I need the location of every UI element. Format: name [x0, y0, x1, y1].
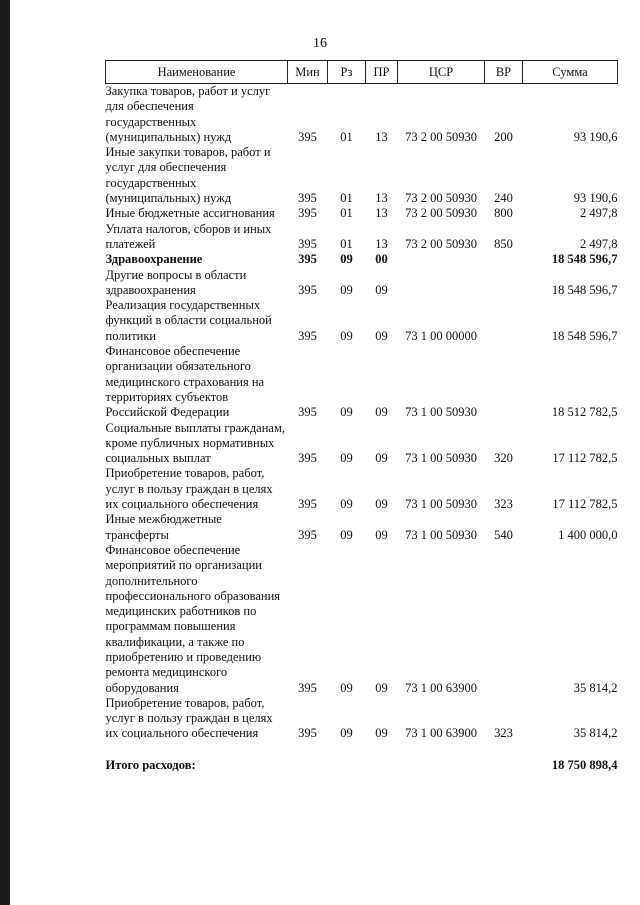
- cell-min: 395: [298, 451, 317, 466]
- cell-min: 395: [298, 527, 317, 542]
- cell-csr: 73 1 00 63900: [405, 680, 477, 695]
- cell-csr: 73 1 00 50930: [405, 527, 477, 542]
- cell-pr: 13: [375, 129, 388, 144]
- cell-min: 395: [298, 328, 317, 343]
- cell-name: Приобретение товаров, работ, услуг в пользу граждан в целях их социального обеспечения: [105, 695, 273, 741]
- cell-min: 395: [298, 236, 317, 251]
- header-min: Мин: [288, 61, 328, 84]
- cell-min: 395: [298, 405, 317, 420]
- table-row: [106, 145, 618, 206]
- cell-sum: 18 512 782,5: [551, 405, 618, 420]
- cell-rz: 09: [340, 680, 353, 695]
- cell-sum: 35 814,2: [573, 726, 618, 741]
- cell-sum: 1 400 000,0: [558, 527, 618, 542]
- cell-name: Реализация государственных функций в области социальной политики: [105, 298, 272, 343]
- cell-pr: 09: [375, 282, 388, 297]
- cell-name: Уплата налогов, сборов и иных платежей: [105, 221, 272, 251]
- cell-rz: 09: [340, 497, 353, 512]
- cell-rz: 09: [340, 405, 353, 420]
- cell-vr: 540: [494, 527, 513, 542]
- table-row: [106, 344, 618, 420]
- header-csr: ЦСР: [398, 61, 485, 84]
- header-name: Наименование: [106, 61, 288, 84]
- cell-name: Другие вопросы в области здравоохранения: [105, 267, 247, 297]
- cell-sum: 18 548 596,7: [551, 328, 618, 343]
- cell-sum: 17 112 782,5: [552, 451, 618, 466]
- page-number: 16: [313, 36, 327, 51]
- total-sum: 18 750 898,4: [551, 757, 618, 772]
- cell-min: 395: [298, 206, 317, 221]
- cell-sum: 93 190,6: [573, 129, 618, 144]
- cell-pr: 13: [375, 236, 388, 251]
- cell-pr: 09: [375, 527, 388, 542]
- cell-vr: [485, 268, 523, 299]
- scan-edge: [0, 0, 10, 905]
- cell-name: Социальные выплаты гражданам, кроме публичных нормативных социальных выплат: [105, 420, 286, 466]
- cell-vr: [485, 543, 523, 696]
- cell-pr: 09: [375, 497, 388, 512]
- table-row: [106, 421, 618, 467]
- cell-csr: 73 2 00 50930: [405, 129, 477, 144]
- cell-vr: 240: [494, 191, 513, 206]
- cell-pr: 13: [375, 206, 388, 221]
- cell-min: 395: [298, 252, 317, 267]
- table-row: [106, 696, 618, 742]
- table-row: [106, 298, 618, 344]
- cell-sum: 17 112 782,5: [552, 497, 618, 512]
- cell-name: Иные закупки товаров, работ и услуг для обеспечения государственных (муниципальных) нужд: [105, 145, 271, 206]
- cell-min: 395: [298, 680, 317, 695]
- header-rz: Рз: [328, 61, 366, 84]
- cell-rz: 01: [340, 191, 353, 206]
- cell-csr: 73 2 00 50930: [405, 206, 477, 221]
- table-row: [106, 543, 618, 696]
- cell-name: Финансовое обеспечение организации обязательного медицинского страхования на территориях субъектов Российской Федерации: [105, 344, 265, 420]
- cell-csr: 73 1 00 50930: [405, 451, 477, 466]
- table-row: [106, 512, 618, 543]
- cell-sum: 2 497,8: [580, 236, 618, 251]
- cell-pr: 00: [375, 252, 388, 267]
- cell-rz: 01: [340, 236, 353, 251]
- cell-name: Иные межбюджетные трансферты: [105, 512, 222, 542]
- cell-vr: 850: [494, 236, 513, 251]
- cell-vr: 323: [494, 497, 513, 512]
- cell-rz: 01: [340, 129, 353, 144]
- cell-rz: 09: [340, 726, 353, 741]
- header-sum: Сумма: [523, 61, 618, 84]
- cell-min: 395: [298, 282, 317, 297]
- cell-pr: 09: [375, 451, 388, 466]
- cell-vr: [485, 298, 523, 344]
- table-row: [106, 466, 618, 512]
- table-row: [106, 252, 618, 267]
- budget-sheet: [105, 60, 625, 773]
- cell-name: Здравоохранение: [105, 252, 203, 267]
- cell-rz: 09: [340, 527, 353, 542]
- table-row: [106, 222, 618, 253]
- cell-pr: 09: [375, 726, 388, 741]
- cell-sum: 93 190,6: [573, 191, 618, 206]
- cell-name: Приобретение товаров, работ, услуг в пользу граждан в целях их социального обеспечения: [105, 466, 273, 512]
- total-label: Итого расходов:: [105, 757, 196, 772]
- cell-csr: 73 1 00 50930: [405, 497, 477, 512]
- cell-csr: 73 2 00 50930: [405, 236, 477, 251]
- cell-vr: 200: [494, 129, 513, 144]
- cell-rz: 09: [340, 328, 353, 343]
- cell-min: 395: [298, 191, 317, 206]
- cell-csr: [398, 268, 485, 299]
- cell-rz: 01: [340, 206, 353, 221]
- cell-vr: 800: [494, 206, 513, 221]
- cell-vr: [485, 252, 523, 267]
- cell-csr: 73 1 00 63900: [405, 726, 477, 741]
- cell-vr: 320: [494, 451, 513, 466]
- cell-sum: 35 814,2: [573, 680, 618, 695]
- cell-rz: 09: [340, 282, 353, 297]
- cell-csr: 73 1 00 50930: [405, 405, 477, 420]
- cell-vr: 323: [494, 726, 513, 741]
- cell-sum: 2 497,8: [580, 206, 618, 221]
- cell-csr: 73 1 00 00000: [405, 328, 477, 343]
- cell-min: 395: [298, 497, 317, 512]
- table-row: [106, 206, 618, 221]
- cell-vr: [485, 344, 523, 420]
- cell-min: 395: [298, 129, 317, 144]
- header-pr: ПР: [366, 61, 398, 84]
- cell-sum: 18 548 596,7: [551, 282, 618, 297]
- header-vr: ВР: [485, 61, 523, 84]
- cell-pr: 13: [375, 191, 388, 206]
- cell-rz: 09: [340, 451, 353, 466]
- cell-pr: 09: [375, 328, 388, 343]
- cell-csr: [398, 252, 485, 267]
- total-row: [106, 742, 618, 773]
- cell-rz: 09: [340, 252, 353, 267]
- table-body: [106, 84, 618, 742]
- cell-name: Финансовое обеспечение мероприятий по организации дополнительного профессионального образования медицинских работников по программам повышения квалификации, а также по приобретению и проведению ремонта медицинского оборудования: [105, 542, 281, 695]
- cell-csr: 73 2 00 50930: [405, 191, 477, 206]
- table-header-row: [106, 61, 618, 84]
- cell-min: 395: [298, 726, 317, 741]
- cell-pr: 09: [375, 405, 388, 420]
- table-row: [106, 268, 618, 299]
- cell-name: Иные бюджетные ассигнования: [105, 206, 275, 221]
- cell-name: Закупка товаров, работ и услуг для обеспечения государственных (муниципальных) нужд: [105, 84, 271, 144]
- budget-table: [105, 60, 618, 773]
- cell-sum: 18 548 596,7: [551, 252, 618, 267]
- cell-pr: 09: [375, 680, 388, 695]
- table-row: [106, 84, 618, 146]
